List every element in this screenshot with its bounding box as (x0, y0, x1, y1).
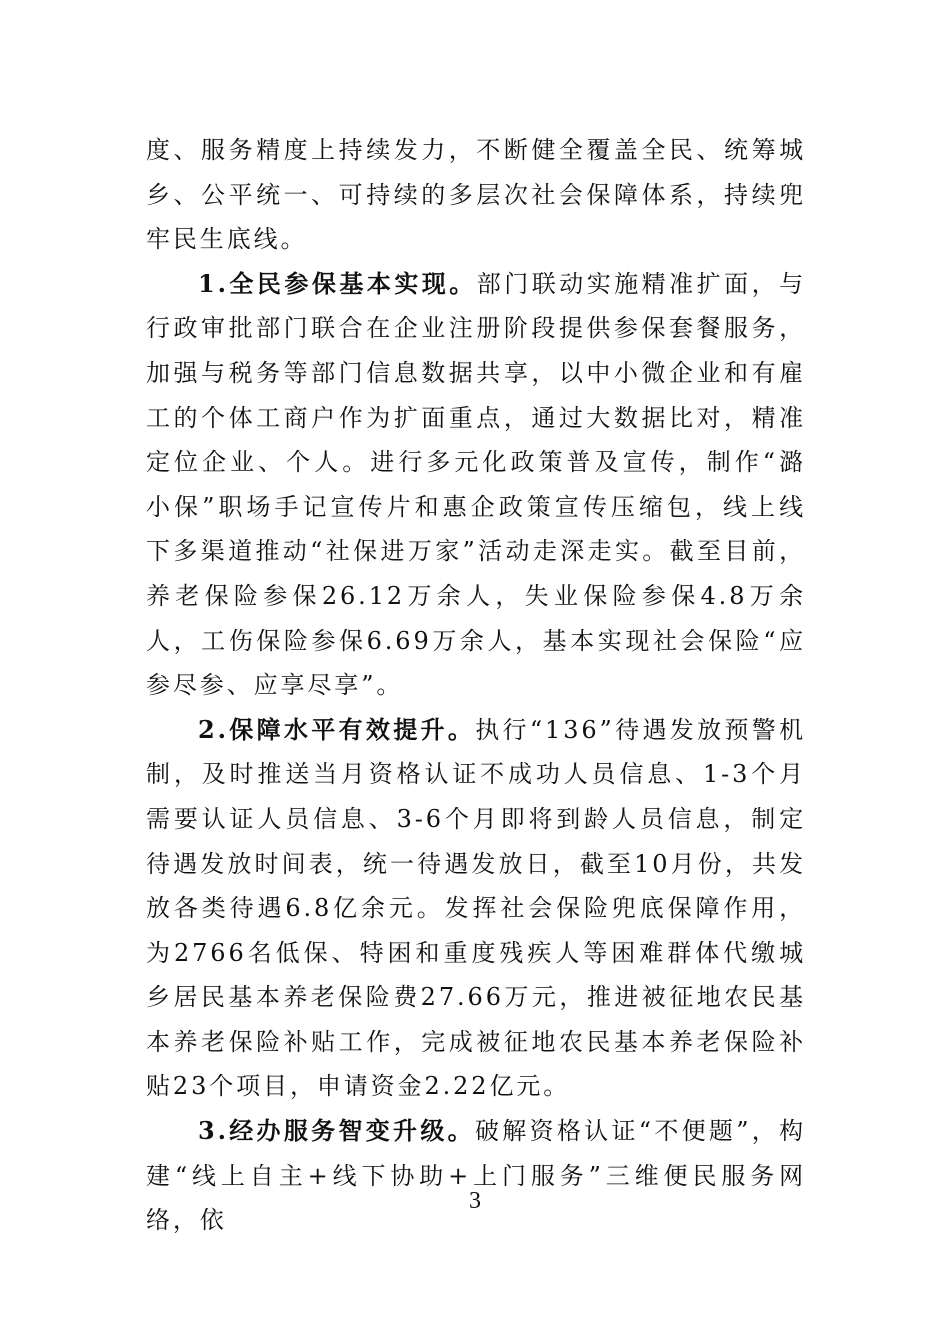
paragraph-heading: 3.经办服务智变升级。 (198, 1116, 475, 1146)
paragraph-heading: 1.全民参保基本实现。 (198, 268, 477, 298)
paragraph-text: 执行“136”待遇发放预警机制，及时推送当月资格认证不成功人员信息、1-3个月需要认证人员信息、3-6个月即将到龄人员信息，制定待遇发放时间表，统一待遇发放日，截至10月份，共发放各类待遇6.8亿余元。发挥社会保险兜底保障作用，为2766名低保、特困和重度残疾人等困难群体代缴城乡居民基本养老保险费27.66万元，推进被征地农民基本养老保险补贴工作，完成被征地农民基本养老保险补贴23个项目，申请资金2.22亿元。 (146, 715, 806, 1101)
body-text (146, 128, 806, 1243)
paragraph-heading: 2.保障水平有效提升。 (198, 714, 476, 744)
paragraph-universal-insurance (146, 262, 806, 708)
paragraph-security-level (146, 708, 806, 1109)
page-number: 3 (469, 1188, 481, 1214)
paragraph-intro (146, 128, 806, 262)
paragraph-service-upgrade (146, 1109, 806, 1243)
paragraph-text: 部门联动实施精准扩面，与行政审批部门联合在企业注册阶段提供参保套餐服务，加强与税务等部门信息数据共享，以中小微企业和有雇工的个体工商户作为扩面重点，通过大数据比对，精准定位企业、个人。进行多元化政策普及宣传，制作“潞小保”职场手记宣传片和惠企政策宣传压缩包，线上线下多渠道推动“社保进万家”活动走深走实。截至目前，养老保险参保26.12万余人，失业保险参保4.8万余人，工伤保险参保6.69万余人，基本实现社会保险“应参尽参、应享尽享”。 (146, 269, 806, 700)
paragraph-text: 破解资格认证“不便题”，构建“线上自主+线下协助+上门服务”三维便民服务网络，依 (146, 1117, 806, 1235)
paragraph-text: 度、服务精度上持续发力，不断健全覆盖全民、统筹城乡、公平统一、可持续的多层次社会保障体系，持续兜牢民生底线。 (146, 136, 806, 254)
